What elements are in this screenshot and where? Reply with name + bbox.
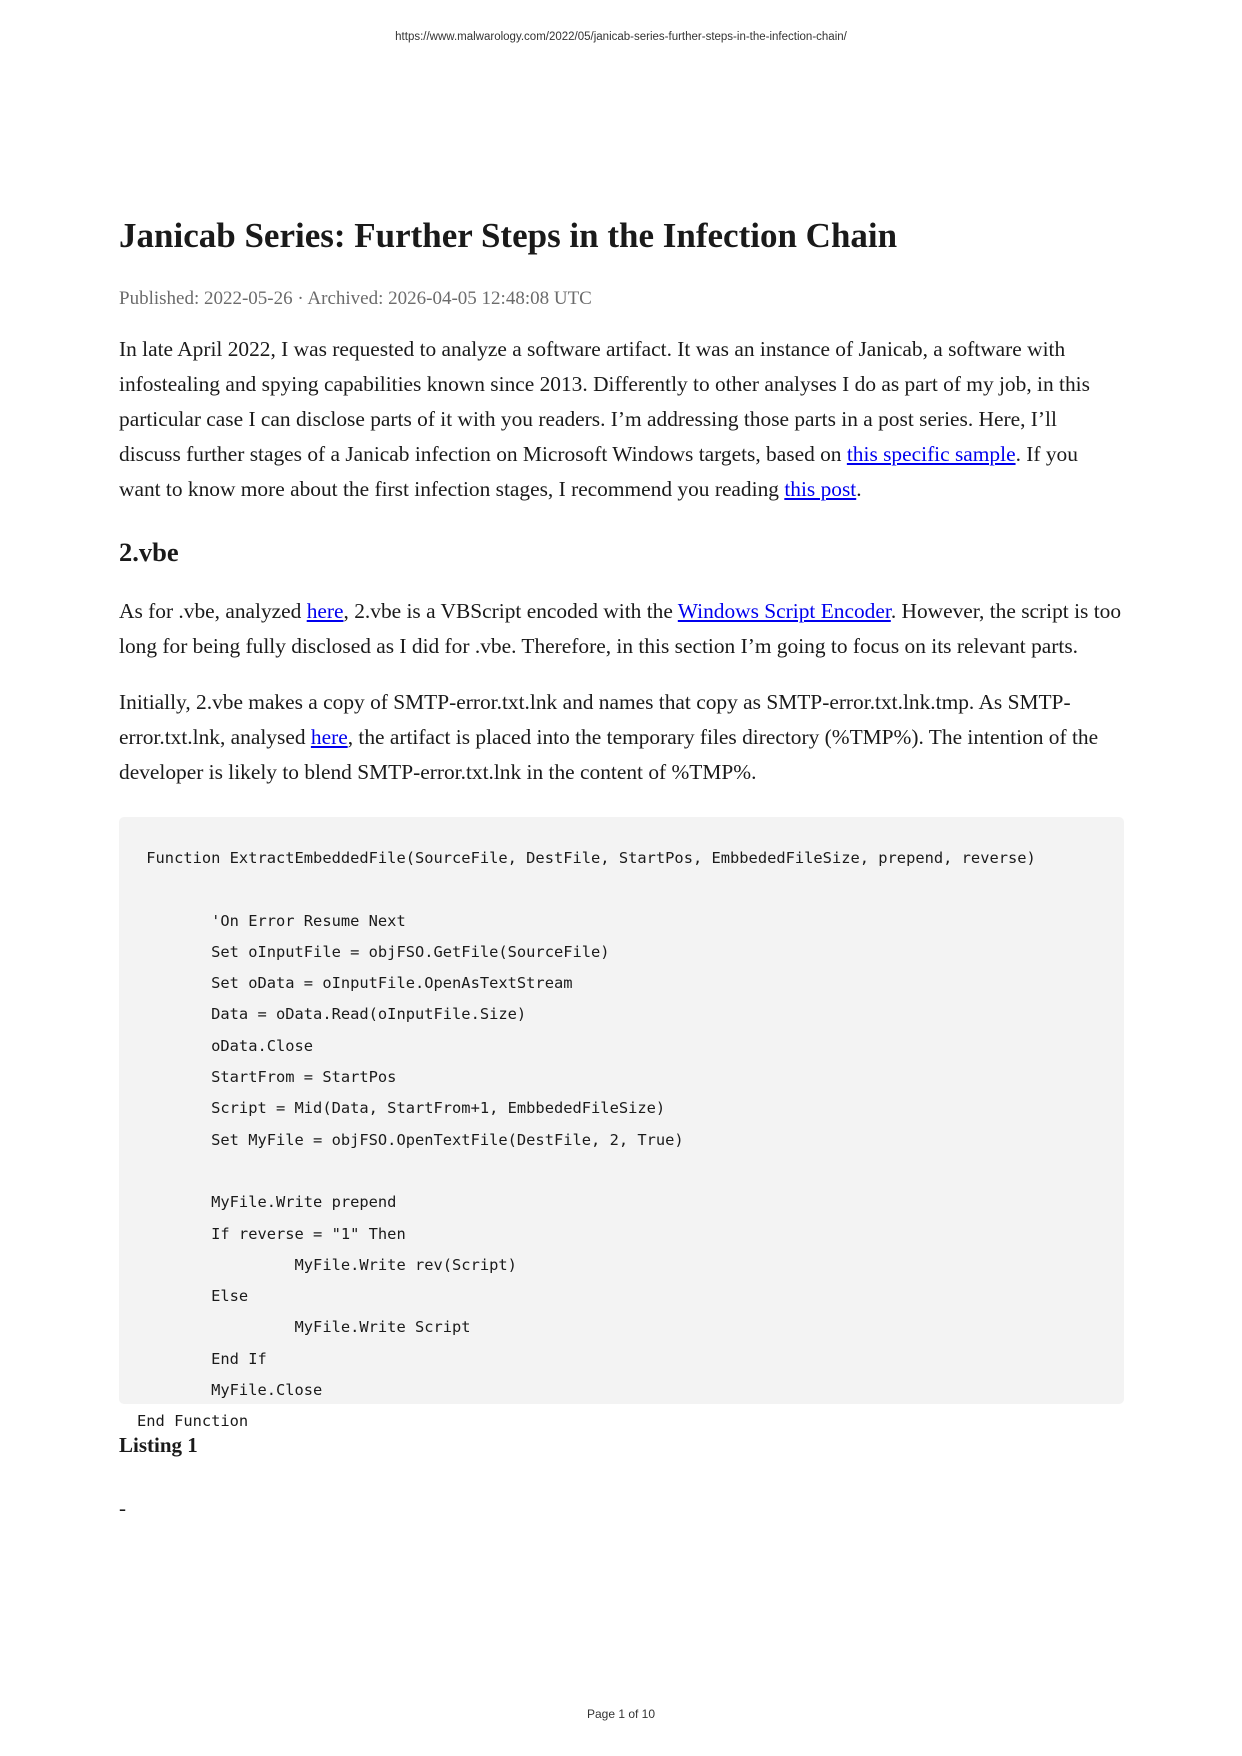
here-link-2[interactable]: here	[310, 725, 348, 749]
this-specific-sample-link[interactable]: this specific sample	[846, 442, 1016, 466]
code-line: Set MyFile = objFSO.OpenTextFile(DestFile, 2, True)	[137, 1130, 684, 1149]
code-line: Else	[137, 1287, 249, 1306]
code-line	[119, 874, 1124, 905]
here-link[interactable]: here	[306, 599, 344, 623]
code-line: Script = Mid(Data, StartFrom+1, EmbbededFileSize)	[137, 1099, 666, 1118]
code-line: Data = oData.Read(oInputFile.Size)	[137, 1005, 527, 1024]
smtp-paragraph: Initially, 2.vbe makes a copy of SMTP-error.txt.lnk and names that copy as SMTP-error.txt.lnk.tmp. As SMTP-error.txt.lnk, analysed here, the artifact is placed into the temporary files directory (%TMP%). The intention of the developer is likely to blend SMTP-error.txt.lnk in the content of %TMP%.	[119, 690, 1099, 784]
code-line: 'On Error Resume Next	[137, 911, 406, 930]
code-line: Function ExtractEmbeddedFile(SourceFile, DestFile, StartPos, EmbbededFileSize, prepend, reverse)	[137, 849, 1036, 867]
code-line: MyFile.Write rev(Script)	[137, 1255, 517, 1274]
code-line: MyFile.Write prepend	[137, 1193, 397, 1212]
intro-paragraph: In late April 2022, I was requested to analyze a software artifact. It was an instance of Janicab, a software with infostealing and spying capabilities known since 2013. Differently to other analyses I do as part of my job, in this particular case I can disclose parts of it with you readers. I’m addressing those parts in a post series. Here, I’ll discuss further stages of a Janicab infection on Microsoft Windows targets, based on this specific sample. If you want to know more about the first infection stages, I recommend you reading this post.	[119, 337, 1090, 501]
listing-caption: Listing 1	[119, 1433, 198, 1457]
code-line: StartFrom = StartPos	[137, 1068, 397, 1087]
trailing-dash: -	[119, 1496, 126, 1520]
code-line: If reverse = "1" Then	[137, 1224, 406, 1243]
vbe-paragraph: As for .vbe, analyzed here, 2.vbe is a VBScript encoded with the Windows Script Encoder. However, the script is too long for being fully disclosed as I did for .vbe. Therefore, in this section I’m going to focus on its relevant parts.	[119, 599, 1122, 658]
code-line: End If	[137, 1349, 267, 1368]
code-line: Set oData = oInputFile.OpenAsTextStream	[137, 974, 573, 993]
article	[119, 210, 1124, 1523]
windows-script-encoder-link[interactable]: Windows Script Encoder	[677, 599, 891, 623]
code-line: MyFile.Close	[137, 1381, 323, 1400]
section-heading: 2.vbe	[119, 537, 179, 567]
code-line	[119, 1156, 1124, 1187]
code-line: oData.Close	[137, 1036, 314, 1055]
article-meta: Published: 2022-05-26 · Archived: 2026-04-05 12:48:08 UTC	[119, 288, 592, 309]
page-number: Page 1 of 10	[586, 1707, 656, 1721]
code-line: End Function	[137, 1412, 249, 1431]
code-block	[119, 817, 1124, 1431]
code-line: Set oInputFile = objFSO.GetFile(SourceFile)	[137, 942, 610, 961]
this-post-link[interactable]: this post	[784, 477, 857, 501]
page-url: https://www.malwarology.com/2022/05/janicab-series-further-steps-in-the-infection-chain/	[395, 31, 847, 43]
article-title: Janicab Series: Further Steps in the Infection Chain	[119, 216, 898, 255]
code-line: MyFile.Write Script	[137, 1318, 471, 1337]
